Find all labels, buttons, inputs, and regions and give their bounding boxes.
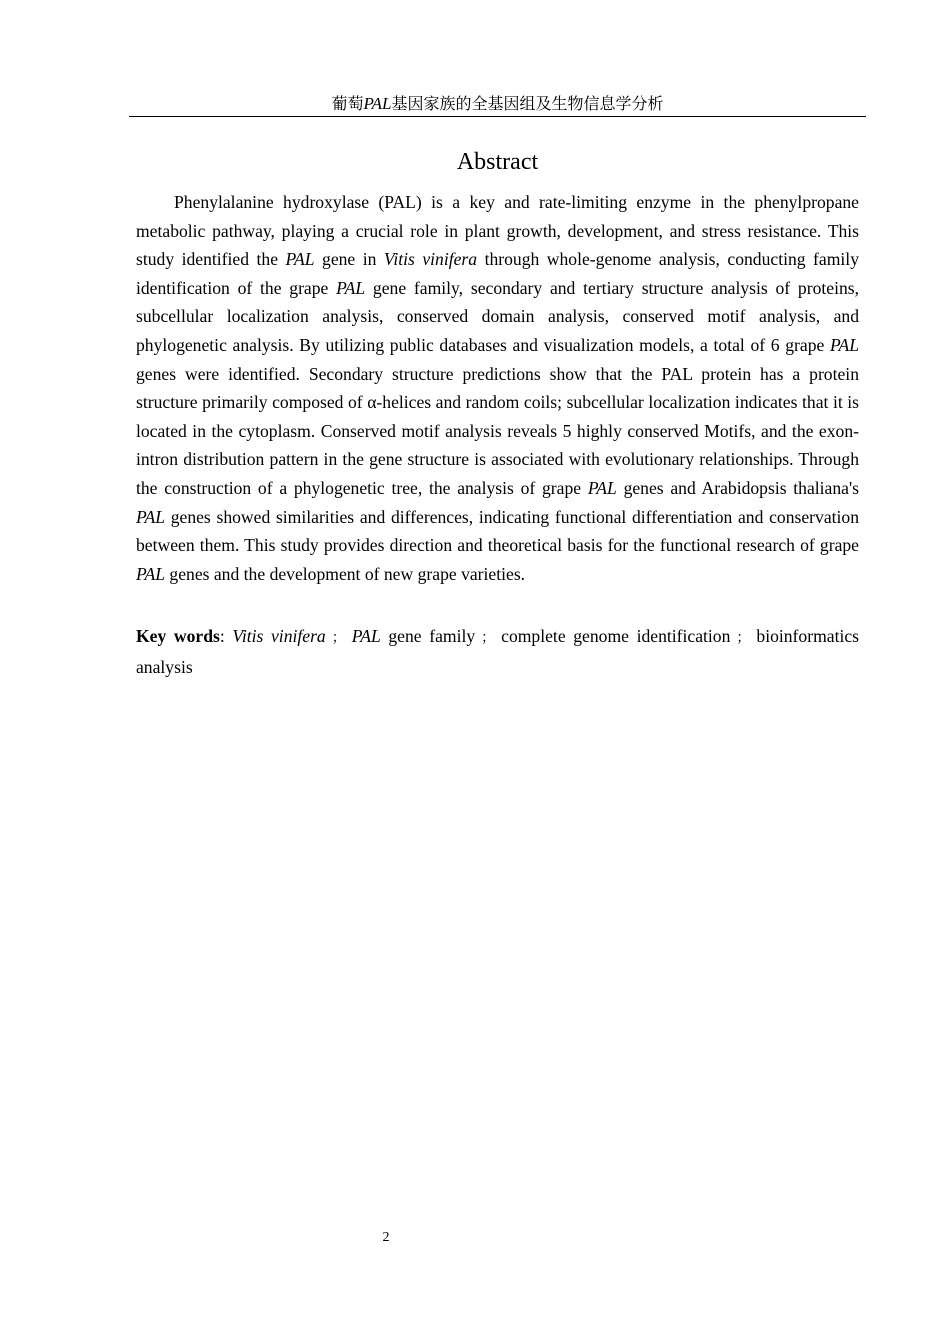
abstract-italic-term: PAL — [136, 563, 166, 584]
keyword-item: complete genome identification — [501, 626, 731, 646]
abstract-italic-term: PAL — [587, 477, 617, 498]
keyword-item-tail: gene family — [380, 626, 476, 646]
keyword-separator: ； — [736, 630, 751, 646]
abstract-text-run: gene in — [314, 249, 384, 270]
abstract-text-run: Phenylalanine hydroxylase (PAL) is a key and rate-limiting enzyme in the phenylpropane metabolic pathway, playing a crucial role in plant growth, development, and stress resistance. This study identified the — [136, 192, 859, 270]
abstract-italic-term: PAL — [285, 249, 315, 270]
header-prefix: 葡萄 — [331, 94, 364, 113]
keyword-separator: ； — [481, 630, 496, 646]
page-number: 2 — [382, 1230, 390, 1245]
keywords-colon: : — [219, 626, 233, 646]
header-suffix: 基因家族的全基因组及生物信息学分析 — [391, 94, 664, 113]
abstract-text-run: genes showed similarities and differences, indicating functional differentiation and conservation between them. This study provides direction and theoretical basis for the functional research of grape — [136, 506, 859, 556]
abstract-text-run: through whole-genome analysis, conducting family identification of the grape — [136, 249, 859, 298]
abstract-text-run: genes were identified. Secondary structure predictions show that the PAL protein has a protein structure primarily composed of α-helices and random coils; subcellular localization indicates that it is located in the cytoplasm. Conserved motif analysis reveals 5 highly conserved Motifs, and the exon-intron distribution pattern in the gene structure is associated with evolutionary relationships. Through the construction of a phylogenetic tree, the analysis of grape — [136, 363, 859, 498]
keyword-item: Vitis vinifera — [232, 626, 326, 646]
abstract-italic-term: Vitis vinifera — [383, 249, 478, 270]
keyword-separator: ； — [331, 630, 346, 646]
abstract-paragraph — [136, 188, 859, 588]
abstract-italic-term: PAL — [829, 334, 859, 355]
keyword-item: bioinformatics analysis — [136, 626, 859, 677]
running-header — [129, 92, 866, 117]
keywords-label: Key words — [136, 626, 220, 646]
keyword-item: PAL — [351, 626, 381, 646]
abstract-text-run: genes and the development of new grape varieties. — [165, 563, 526, 584]
abstract-text-run: genes and Arabidopsis thaliana's — [616, 477, 859, 498]
keywords-line — [136, 622, 859, 681]
abstract-italic-term: PAL — [336, 277, 366, 298]
header-gene-name: PAL — [363, 94, 392, 113]
abstract-text-run: gene family, secondary and tertiary structure analysis of proteins, subcellular localization analysis, conserved domain analysis, conserved motif analysis, and phylogenetic analysis. By utilizing public databases and visualization models, a total of 6 grape — [136, 277, 859, 355]
abstract-title: Abstract — [456, 149, 539, 175]
abstract-italic-term: PAL — [136, 506, 166, 527]
